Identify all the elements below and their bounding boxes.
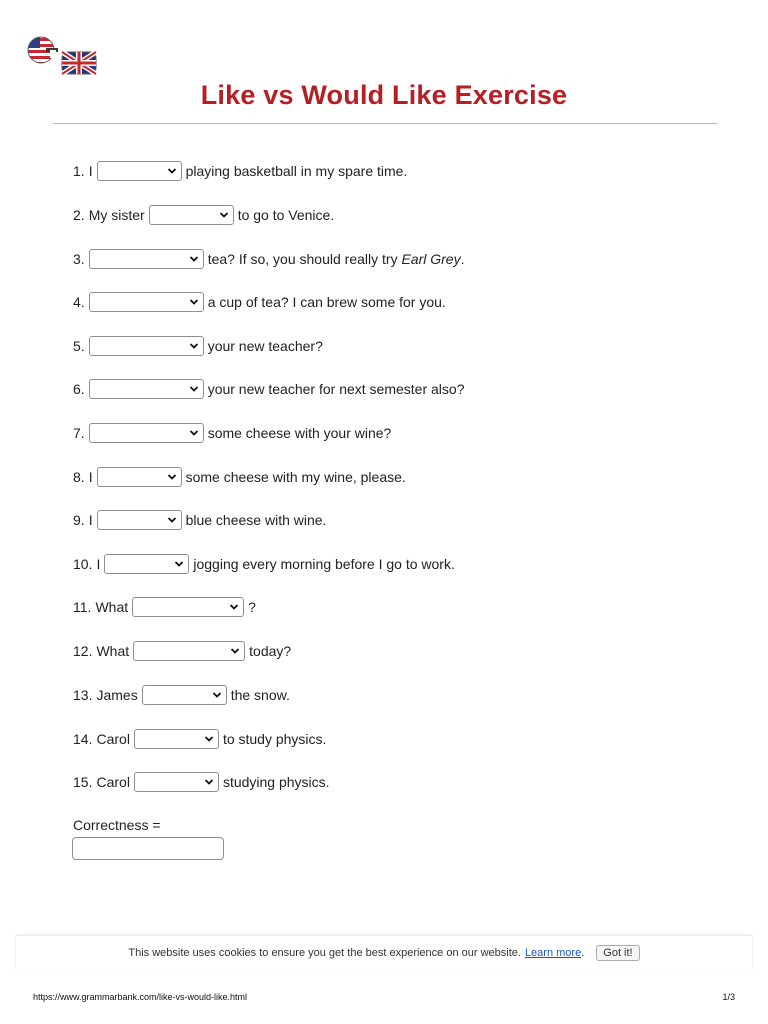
question-row — [73, 466, 406, 488]
question-text: some cheese with my wine, please. — [185, 469, 406, 485]
chevron-down-icon — [167, 165, 177, 177]
question-number: 1. — [73, 163, 85, 179]
answer-dropdown[interactable] — [142, 685, 227, 705]
cookie-banner-text: This website uses cookies to ensure you get the best experience on our website. — [128, 947, 521, 959]
question-row — [73, 596, 256, 618]
question-text: some cheese with your wine? — [207, 425, 392, 441]
answer-dropdown[interactable] — [134, 772, 219, 792]
question-row — [73, 378, 464, 400]
question-number: 13. — [73, 687, 93, 703]
question-number: 5. — [73, 338, 85, 354]
question-number: 15. — [73, 774, 93, 790]
chevron-down-icon — [167, 514, 177, 526]
chevron-down-icon — [219, 209, 229, 221]
question-number: 4. — [73, 294, 85, 310]
correctness-label: Correctness = — [73, 817, 161, 833]
question-text — [208, 251, 465, 267]
chevron-down-icon — [189, 340, 199, 352]
question-text: your new teacher? — [207, 338, 323, 354]
question-number: 10. — [73, 556, 93, 572]
question-number: 7. — [73, 425, 85, 441]
question-text: a cup of tea? I can brew some for you. — [207, 294, 446, 310]
chevron-down-icon — [174, 558, 184, 570]
grammarbank-logo[interactable] — [24, 36, 100, 76]
question-row — [73, 509, 326, 531]
correctness-field[interactable] — [72, 837, 224, 860]
question-number: 3. — [73, 251, 85, 267]
cookie-banner-period: . — [581, 947, 585, 959]
answer-dropdown[interactable] — [89, 379, 204, 399]
question-text-part: tea? If so, you should really try — [207, 251, 402, 267]
question-row — [73, 684, 290, 706]
footer-page-number: 1/3 — [722, 992, 735, 1002]
question-text: playing basketball in my spare time. — [185, 163, 408, 179]
cookie-banner — [16, 936, 752, 970]
question-text: to go to Venice. — [237, 207, 335, 223]
question-prefix: I — [88, 469, 93, 485]
question-prefix: What — [96, 643, 130, 659]
answer-dropdown[interactable] — [89, 423, 204, 443]
question-text: today? — [249, 643, 292, 659]
question-number: 2. — [73, 207, 85, 223]
question-number: 14. — [73, 731, 93, 747]
question-text: blue cheese with wine. — [185, 512, 327, 528]
question-prefix: I — [88, 512, 93, 528]
question-row — [73, 771, 330, 793]
question-prefix: I — [88, 163, 93, 179]
logo-flags-icon — [24, 36, 100, 76]
question-row — [73, 728, 326, 750]
question-text: studying physics. — [222, 774, 330, 790]
question-prefix: Carol — [96, 774, 130, 790]
chevron-down-icon — [189, 253, 199, 265]
chevron-down-icon — [189, 427, 199, 439]
got-it-button[interactable]: Got it! — [596, 945, 639, 961]
question-text: jogging every morning before I go to work. — [193, 556, 455, 572]
footer-url: https://www.grammarbank.com/like-vs-would-like.html — [33, 992, 248, 1002]
question-text: to study physics. — [222, 731, 327, 747]
chevron-down-icon — [229, 601, 239, 613]
question-number: 6. — [73, 381, 85, 397]
chevron-down-icon — [204, 733, 214, 745]
answer-dropdown[interactable] — [132, 597, 244, 617]
question-prefix: Carol — [96, 731, 130, 747]
question-row — [73, 248, 464, 270]
question-text: your new teacher for next semester also? — [207, 381, 465, 397]
question-number: 12. — [73, 643, 93, 659]
question-row — [73, 291, 446, 313]
chevron-down-icon — [189, 383, 199, 395]
answer-dropdown[interactable] — [97, 467, 182, 487]
answer-dropdown[interactable] — [97, 510, 182, 530]
question-number: 8. — [73, 469, 85, 485]
question-row — [73, 335, 323, 357]
answer-dropdown[interactable] — [89, 249, 204, 269]
question-row — [73, 422, 391, 444]
question-prefix: James — [96, 687, 138, 703]
answer-dropdown[interactable] — [89, 292, 204, 312]
question-text: the snow. — [230, 687, 290, 703]
page-title: Like vs Would Like Exercise — [200, 80, 568, 110]
title-divider — [53, 123, 717, 124]
question-text: ? — [248, 599, 256, 615]
chevron-down-icon — [189, 296, 199, 308]
answer-dropdown[interactable] — [104, 554, 189, 574]
answer-dropdown[interactable] — [134, 729, 219, 749]
question-text-part: . — [460, 251, 465, 267]
question-row — [73, 160, 407, 182]
question-row — [73, 204, 334, 226]
answer-dropdown[interactable] — [133, 641, 245, 661]
question-prefix: I — [96, 556, 101, 572]
question-number: 9. — [73, 512, 85, 528]
question-row — [73, 640, 291, 662]
learn-more-link[interactable]: Learn more — [524, 947, 582, 959]
question-number: 11. — [73, 599, 92, 615]
chevron-down-icon — [212, 689, 222, 701]
chevron-down-icon — [167, 471, 177, 483]
answer-dropdown[interactable] — [149, 205, 234, 225]
question-prefix: What — [95, 599, 129, 615]
question-text-emphasis: Earl Grey — [401, 251, 461, 267]
question-prefix: My sister — [88, 207, 145, 223]
question-row — [73, 553, 455, 575]
chevron-down-icon — [230, 645, 240, 657]
answer-dropdown[interactable] — [89, 336, 204, 356]
chevron-down-icon — [204, 776, 214, 788]
answer-dropdown[interactable] — [97, 161, 182, 181]
